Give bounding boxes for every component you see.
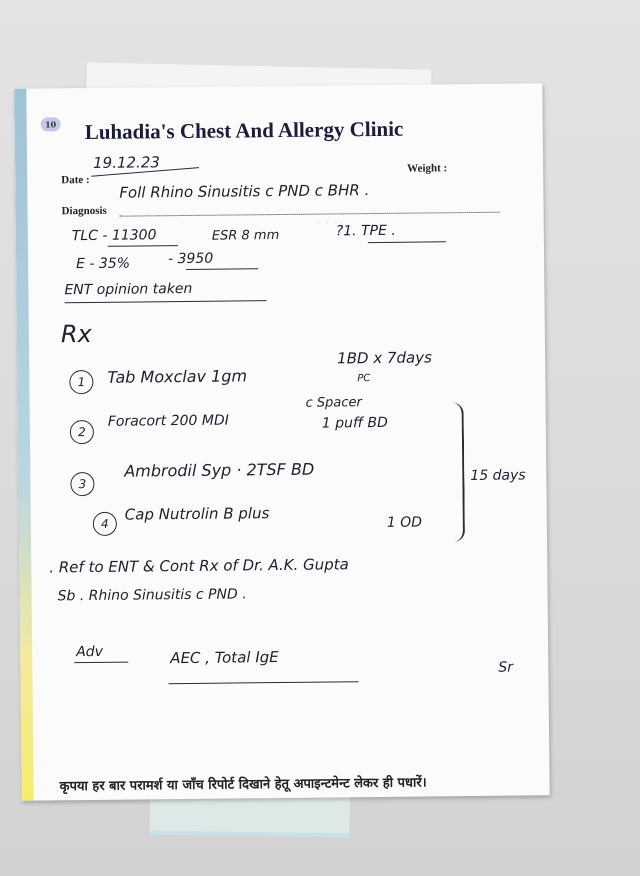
- aec-underline: [186, 268, 258, 270]
- diagnosis-label: Diagnosis: [61, 204, 107, 218]
- date-value: 19.12.23: [92, 153, 160, 172]
- ent-opinion: ENT opinion taken: [64, 280, 193, 299]
- med1-dose: 1BD x 7days: [337, 348, 432, 368]
- med1-pc: PC: [357, 373, 371, 385]
- med4-number: 4: [93, 512, 117, 536]
- tpe-note: ?1. TPE .: [335, 222, 396, 240]
- eosinophil-value: E - 35%: [76, 255, 131, 273]
- med4-name: Cap Nutrolin B plus: [124, 504, 270, 524]
- weight-label: Weight :: [407, 162, 448, 175]
- med2-name: Foracort 200 MDI: [107, 412, 229, 430]
- tlc-underline: [108, 245, 178, 247]
- prescription-page: [14, 83, 549, 800]
- med4-dose: 1 OD: [386, 514, 423, 531]
- med2-dose: 1 puff BD: [321, 414, 388, 432]
- med1-number: 1: [69, 370, 93, 394]
- diagnosis-text: Foll Rhino Sinusitis c PND c BHR .: [119, 181, 370, 202]
- date-label: Date :: [61, 174, 90, 187]
- med2-number: 2: [70, 420, 94, 444]
- med3-number: 3: [70, 472, 94, 496]
- aec-value: - 3950: [167, 250, 214, 268]
- duration: 15 days: [470, 467, 526, 485]
- advice-tests-underline: [169, 681, 359, 684]
- esr-value: ESR 8 mm: [211, 228, 280, 244]
- referral-note: . Ref to ENT & Cont Rx of Dr. A.K. Gupta: [49, 555, 349, 577]
- tlc-value: TLC - 11300: [71, 227, 157, 245]
- diagnosis-dotted-line: [120, 212, 500, 217]
- duration-brace: [450, 402, 465, 542]
- ent-underline: [65, 300, 267, 303]
- advice-label: Adv: [76, 643, 104, 661]
- tpe-underline: [368, 241, 446, 243]
- footer-appointment-note: कृपया हर बार परामर्श या जाँच रिपोर्ट दिखाने हेतू अपाइन्टमेन्ट लेकर ही पधारें।: [59, 775, 427, 795]
- doctor-signature: Sr: [498, 659, 514, 676]
- med3-name: Ambrodil Syp · 2TSF BD: [124, 459, 315, 481]
- rx-symbol: Rx: [60, 319, 92, 349]
- advice-underline: [74, 662, 128, 664]
- page-number: 10: [41, 117, 61, 131]
- advice-tests: AEC , Total IgE: [170, 648, 279, 668]
- bleed-through: · · ·: [315, 215, 339, 232]
- clinic-name: Luhadia's Chest And Allergy Clinic: [84, 116, 404, 145]
- sb-note: Sb . Rhino Sinusitis c PND .: [57, 586, 247, 605]
- med1-name: Tab Moxclav 1gm: [107, 366, 248, 387]
- med2-note: c Spacer: [305, 395, 362, 411]
